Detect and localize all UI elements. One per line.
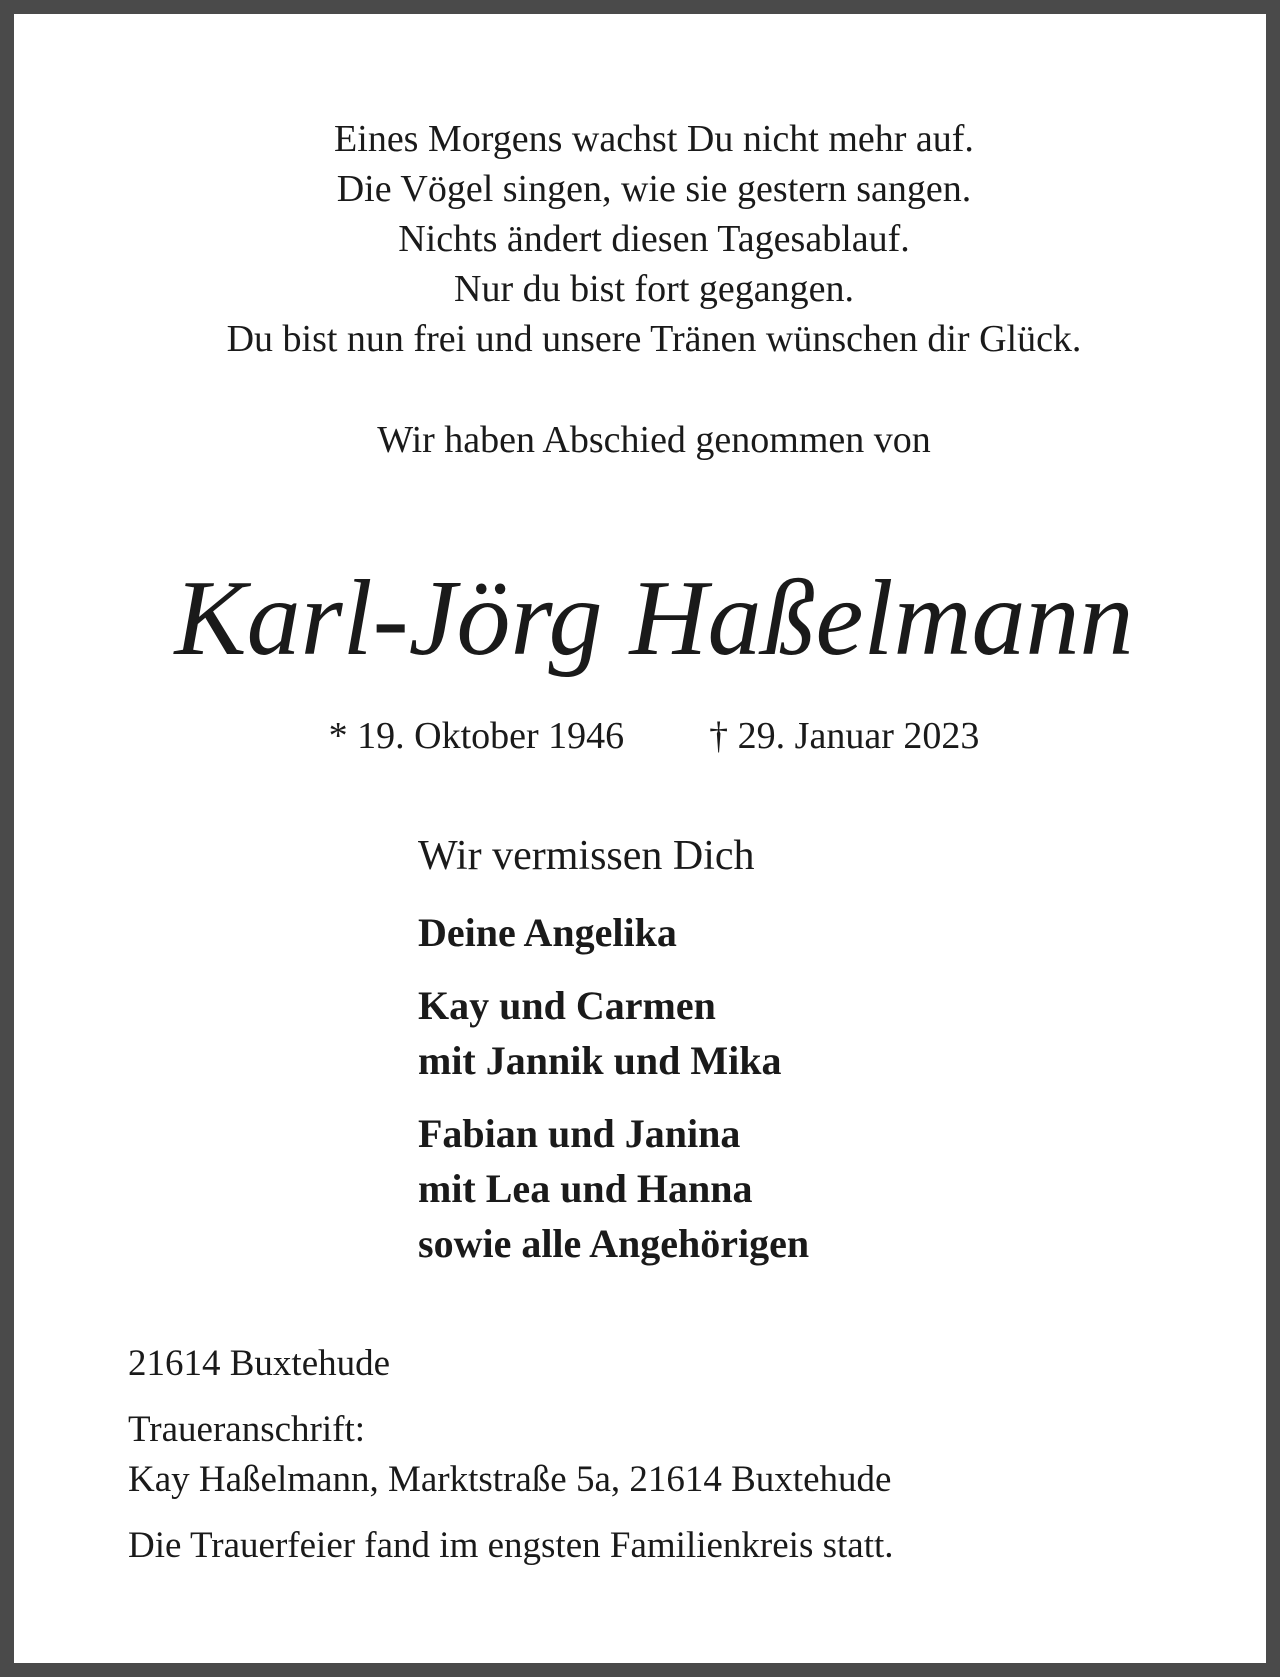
poem-line: Nichts ändert diesen Tagesablauf. (398, 218, 910, 260)
mourner-line: sowie alle Angehörigen (418, 1221, 810, 1266)
mourner-group (418, 978, 1238, 1088)
mourner-line: Deine Angelika (418, 910, 677, 955)
mourner-line: Fabian und Janina (418, 1111, 741, 1156)
mourner-line: Kay und Carmen (418, 983, 716, 1028)
birth-date: * 19. Oktober 1946 (328, 715, 625, 757)
mourners-intro: Wir vermissen Dich (418, 833, 755, 879)
deceased-name: Karl-Jörg Haßelmann (174, 559, 1134, 678)
mourning-address: Kay Haßelmann, Marktstraße 5a, 21614 Buxtehude (128, 1459, 892, 1500)
address-label: Traueranschrift: (128, 1409, 366, 1450)
mourner-line: mit Lea und Hanna (418, 1166, 753, 1211)
footer (128, 1339, 1228, 1571)
poem-line: Nur du bist fort gegangen. (454, 268, 854, 310)
death-date: † 29. Januar 2023 (709, 715, 980, 757)
poem (14, 114, 1280, 364)
ceremony-note: Die Trauerfeier fand im engsten Familienkreis statt. (128, 1525, 894, 1566)
address-block (128, 1405, 1228, 1505)
place: 21614 Buxtehude (128, 1343, 391, 1384)
mourner-group (418, 905, 1238, 960)
mourner-line: mit Jannik und Mika (418, 1038, 782, 1083)
mourner-group (418, 1106, 1238, 1271)
mourners (418, 829, 1238, 1289)
poem-line: Eines Morgens wachst Du nicht mehr auf. (334, 118, 974, 160)
poem-line: Die Vögel singen, wie sie gestern sangen. (336, 168, 972, 210)
poem-line: Du bist nun frei und unsere Tränen wünschen dir Glück. (226, 318, 1082, 360)
farewell-text: Wir haben Abschied genommen von (377, 419, 931, 461)
life-dates (14, 711, 1280, 761)
